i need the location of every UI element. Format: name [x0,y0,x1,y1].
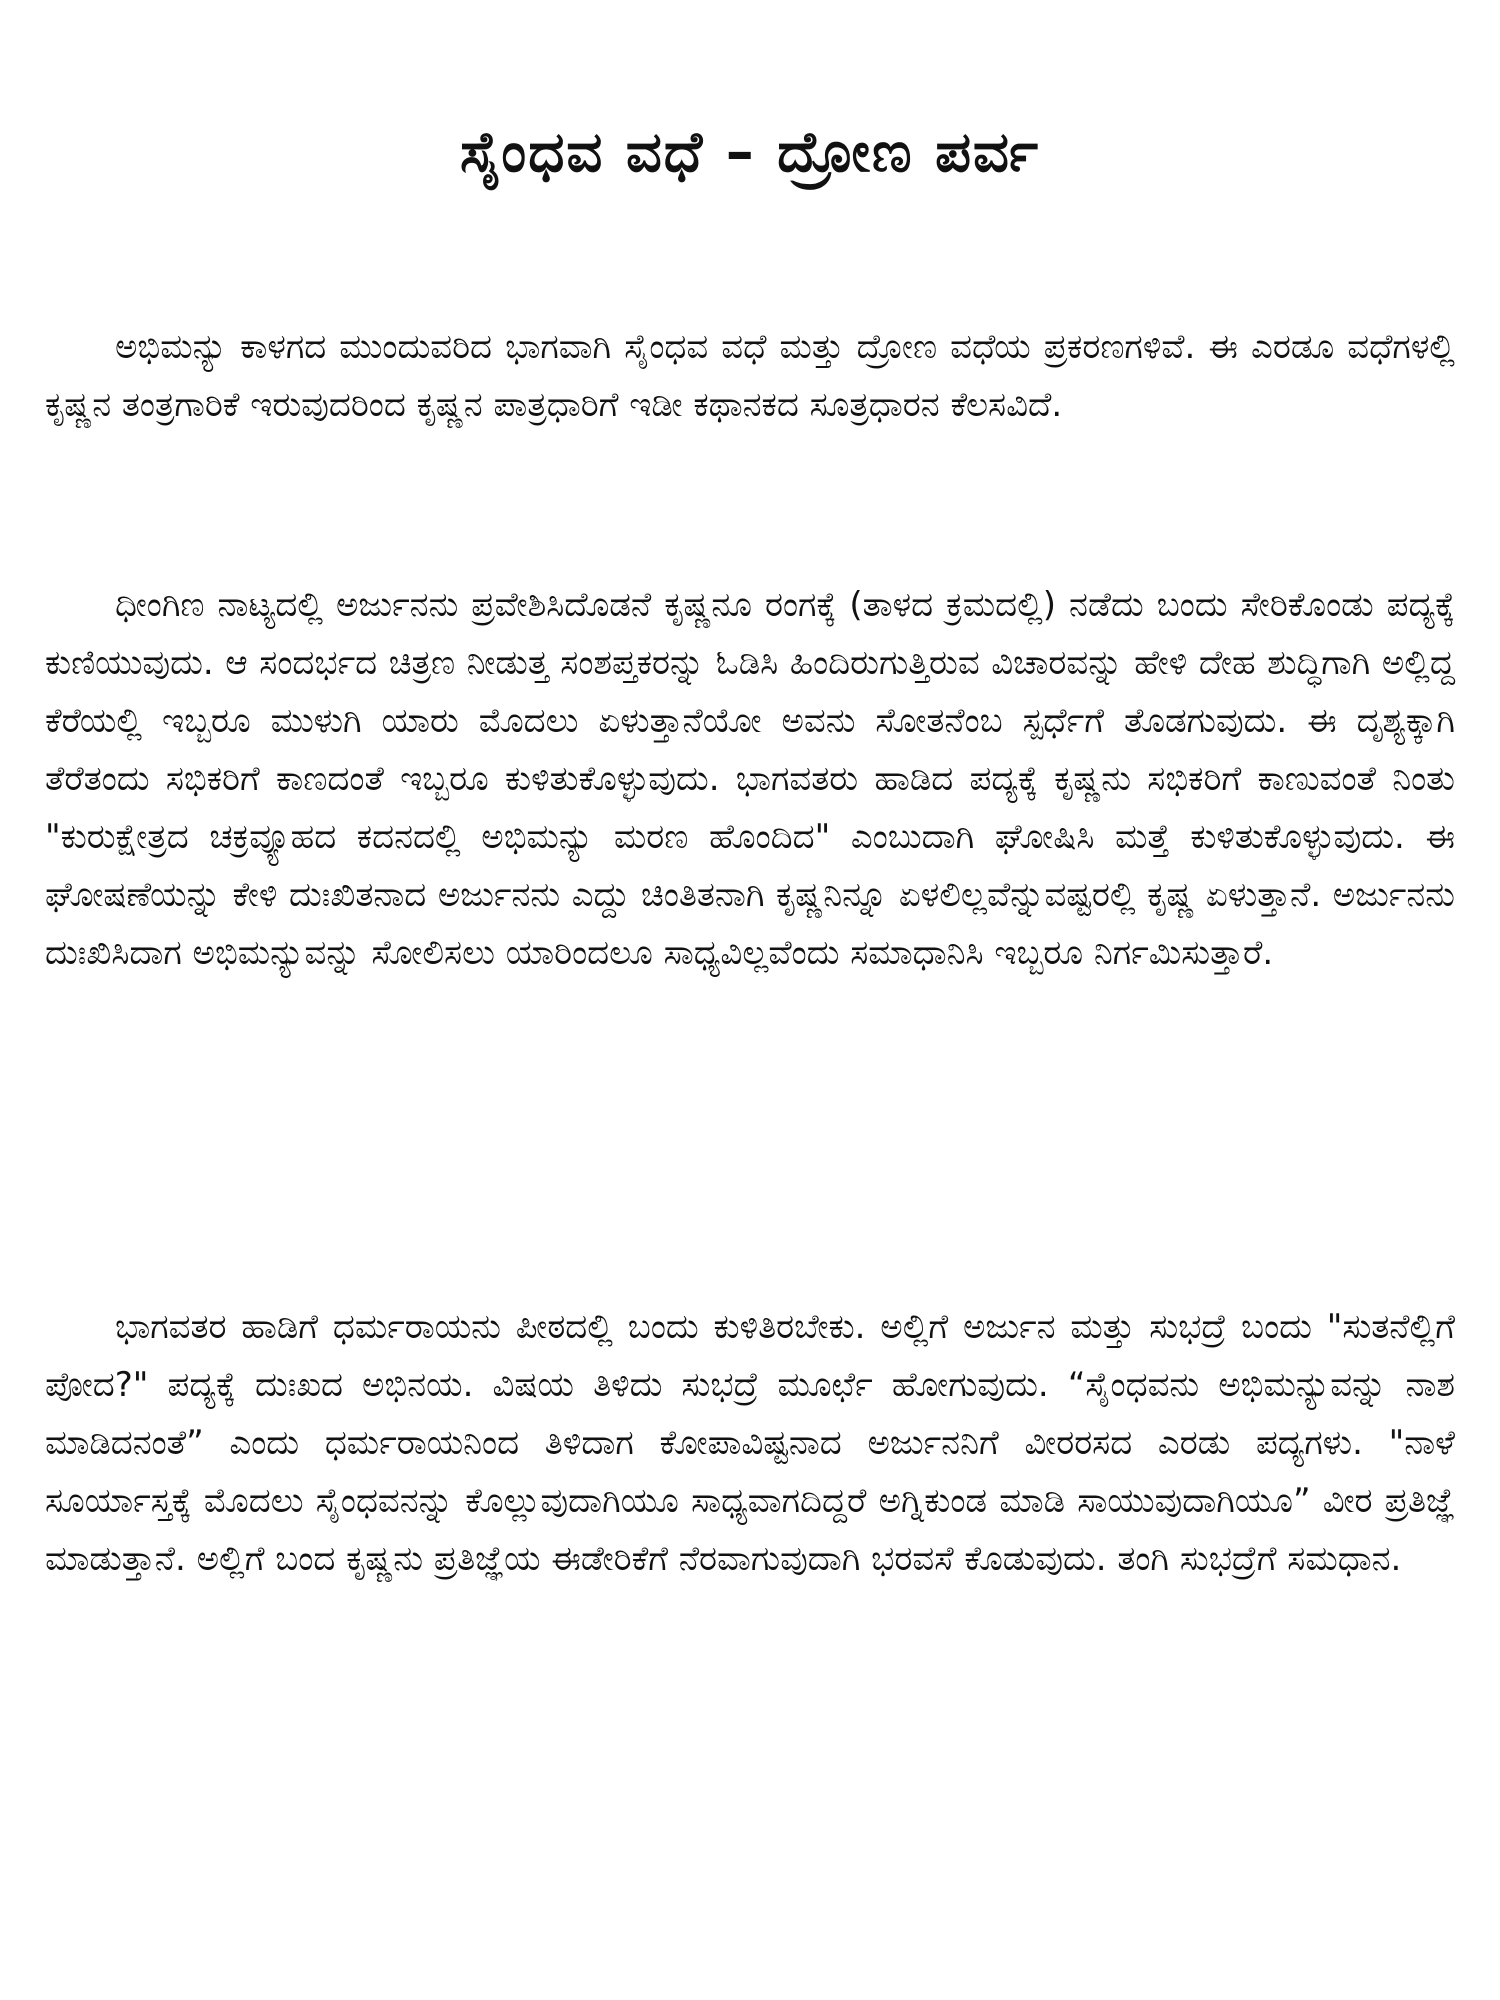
page-title: ಸೈಂಧವ ವಧೆ – ದ್ರೋಣ ಪರ್ವ [460,120,1040,185]
paragraph-1: ಅಭಿಮನ್ಯು ಕಾಳಗದ ಮುಂದುವರಿದ ಭಾಗವಾಗಿ ಸೈಂಧವ ವಧೆ ಮತ್ತು ದ್ರೋಣ ವಧೆಯ ಪ್ರಕರಣಗಳಿವೆ. ಈ ಎರಡೂ ವಧೆಗಳಲ್ಲಿ ಕೃಷ್ಣನ ತಂತ್ರಗಾರಿಕೆ ಇರುವುದರಿಂದ ಕೃಷ್ಣನ ಪಾತ್ರಧಾರಿಗೆ ಇಡೀ ಕಥಾನಕದ ಸೂತ್ರಧಾರನ ಕೆಲಸವಿದೆ. [45,327,1455,425]
paragraph-2: ಧೀಂಗಿಣ ನಾಟ್ಯದಲ್ಲಿ ಅರ್ಜುನನು ಪ್ರವೇಶಿಸಿದೊಡನೆ ಕೃಷ್ಣನೂ ರಂಗಕ್ಕೆ (ತಾಳದ ಕ್ರಮದಲ್ಲಿ) ನಡೆದು ಬಂದು ಸೇರಿಕೊಂಡು ಪದ್ಯಕ್ಕೆ ಕುಣಿಯುವುದು. ಆ ಸಂದರ್ಭದ ಚಿತ್ರಣ ನೀಡುತ್ತ ಸಂಶಪ್ತಕರನ್ನು ಓಡಿಸಿ ಹಿಂದಿರುಗುತ್ತಿರುವ ವಿಚಾರವನ್ನು ಹೇಳಿ ದೇಹ ಶುದ್ಧಿಗಾಗಿ ಅಲ್ಲಿದ್ದ ಕೆರೆಯಲ್ಲಿ ಇಬ್ಬರೂ ಮುಳುಗಿ ಯಾರು ಮೊದಲು ಏಳುತ್ತಾನೆಯೋ ಅವನು ಸೋತನೆಂಬ ಸ್ಪರ್ಧೆಗೆ ತೊಡಗುವುದು. ಈ ದೃಶ್ಯಕ್ಕಾಗಿ ತೆರೆತಂದು ಸಭಿಕರಿಗೆ ಕಾಣದಂತೆ ಇಬ್ಬರೂ ಕುಳಿತುಕೊಳ್ಳುವುದು. ಭಾಗವತರು ಹಾಡಿದ ಪದ್ಯಕ್ಕೆ ಕೃಷ್ಣನು ಸಭಿಕರಿಗೆ ಕಾಣುವಂತೆ ನಿಂತು "ಕುರುಕ್ಷೇತ್ರದ ಚಕ್ರವ್ಯೂಹದ ಕದನದಲ್ಲಿ ಅಭಿಮನ್ಯು ಮರಣ ಹೊಂದಿದ" ಎಂಬುದಾಗಿ ಘೋಷಿಸಿ ಮತ್ತೆ ಕುಳಿತುಕೊಳ್ಳುವುದು. ಈ ಘೋಷಣೆಯನ್ನು ಕೇಳಿ ದುಃಖಿತನಾದ ಅರ್ಜುನನು ಎದ್ದು ಚಿಂತಿತನಾಗಿ ಕೃಷ್ಣನಿನ್ನೂ ಏಳಲಿಲ್ಲವೆನ್ನುವಷ್ಟರಲ್ಲಿ ಕೃಷ್ಣ ಏಳುತ್ತಾನೆ. ಅರ್ಜುನನು ದುಃಖಿಸಿದಾಗ ಅಭಿಮನ್ಯುವನ್ನು ಸೋಲಿಸಲು ಯಾರಿಂದಲೂ ಸಾಧ್ಯವಿಲ್ಲವೆಂದು ಸಮಾಧಾನಿಸಿ ಇಬ್ಬರೂ ನಿರ್ಗಮಿಸುತ್ತಾರೆ. [45,585,1455,973]
paragraph-3: ಭಾಗವತರ ಹಾಡಿಗೆ ಧರ್ಮರಾಯನು ಪೀಠದಲ್ಲಿ ಬಂದು ಕುಳಿತಿರಬೇಕು. ಅಲ್ಲಿಗೆ ಅರ್ಜುನ ಮತ್ತು ಸುಭದ್ರೆ ಬಂದು "ಸುತನೆಲ್ಲಿಗೆ ಪೋದ?" ಪದ್ಯಕ್ಕೆ ದುಃಖದ ಅಭಿನಯ. ವಿಷಯ ತಿಳಿದು ಸುಭದ್ರೆ ಮೂರ್ಛೆ ಹೋಗುವುದು. “ಸೈಂಧವನು ಅಭಿಮನ್ಯುವನ್ನು ನಾಶ ಮಾಡಿದನಂತೆ” ಎಂದು ಧರ್ಮರಾಯನಿಂದ ತಿಳಿದಾಗ ಕೋಪಾವಿಷ್ಟನಾದ ಅರ್ಜುನನಿಗೆ ವೀರರಸದ ಎರಡು ಪದ್ಯಗಳು. "ನಾಳೆ ಸೂರ್ಯಾಸ್ತಕ್ಕೆ ಮೊದಲು ಸೈಂಧವನನ್ನು ಕೊಲ್ಲುವುದಾಗಿಯೂ ಸಾಧ್ಯವಾಗದಿದ್ದರೆ ಅಗ್ನಿಕುಂಡ ಮಾಡಿ ಸಾಯುವುದಾಗಿಯೂ” ವೀರ ಪ್ರತಿಜ್ಞೆ ಮಾಡುತ್ತಾನೆ. ಅಲ್ಲಿಗೆ ಬಂದ ಕೃಷ್ಣನು ಪ್ರತಿಜ್ಞೆಯ ಈಡೇರಿಕೆಗೆ ನೆರವಾಗುವುದಾಗಿ ಭರವಸೆ ಕೊಡುವುದು. ತಂಗಿ ಸುಭದ್ರೆಗೆ ಸಮಧಾನ. [45,1307,1455,1579]
